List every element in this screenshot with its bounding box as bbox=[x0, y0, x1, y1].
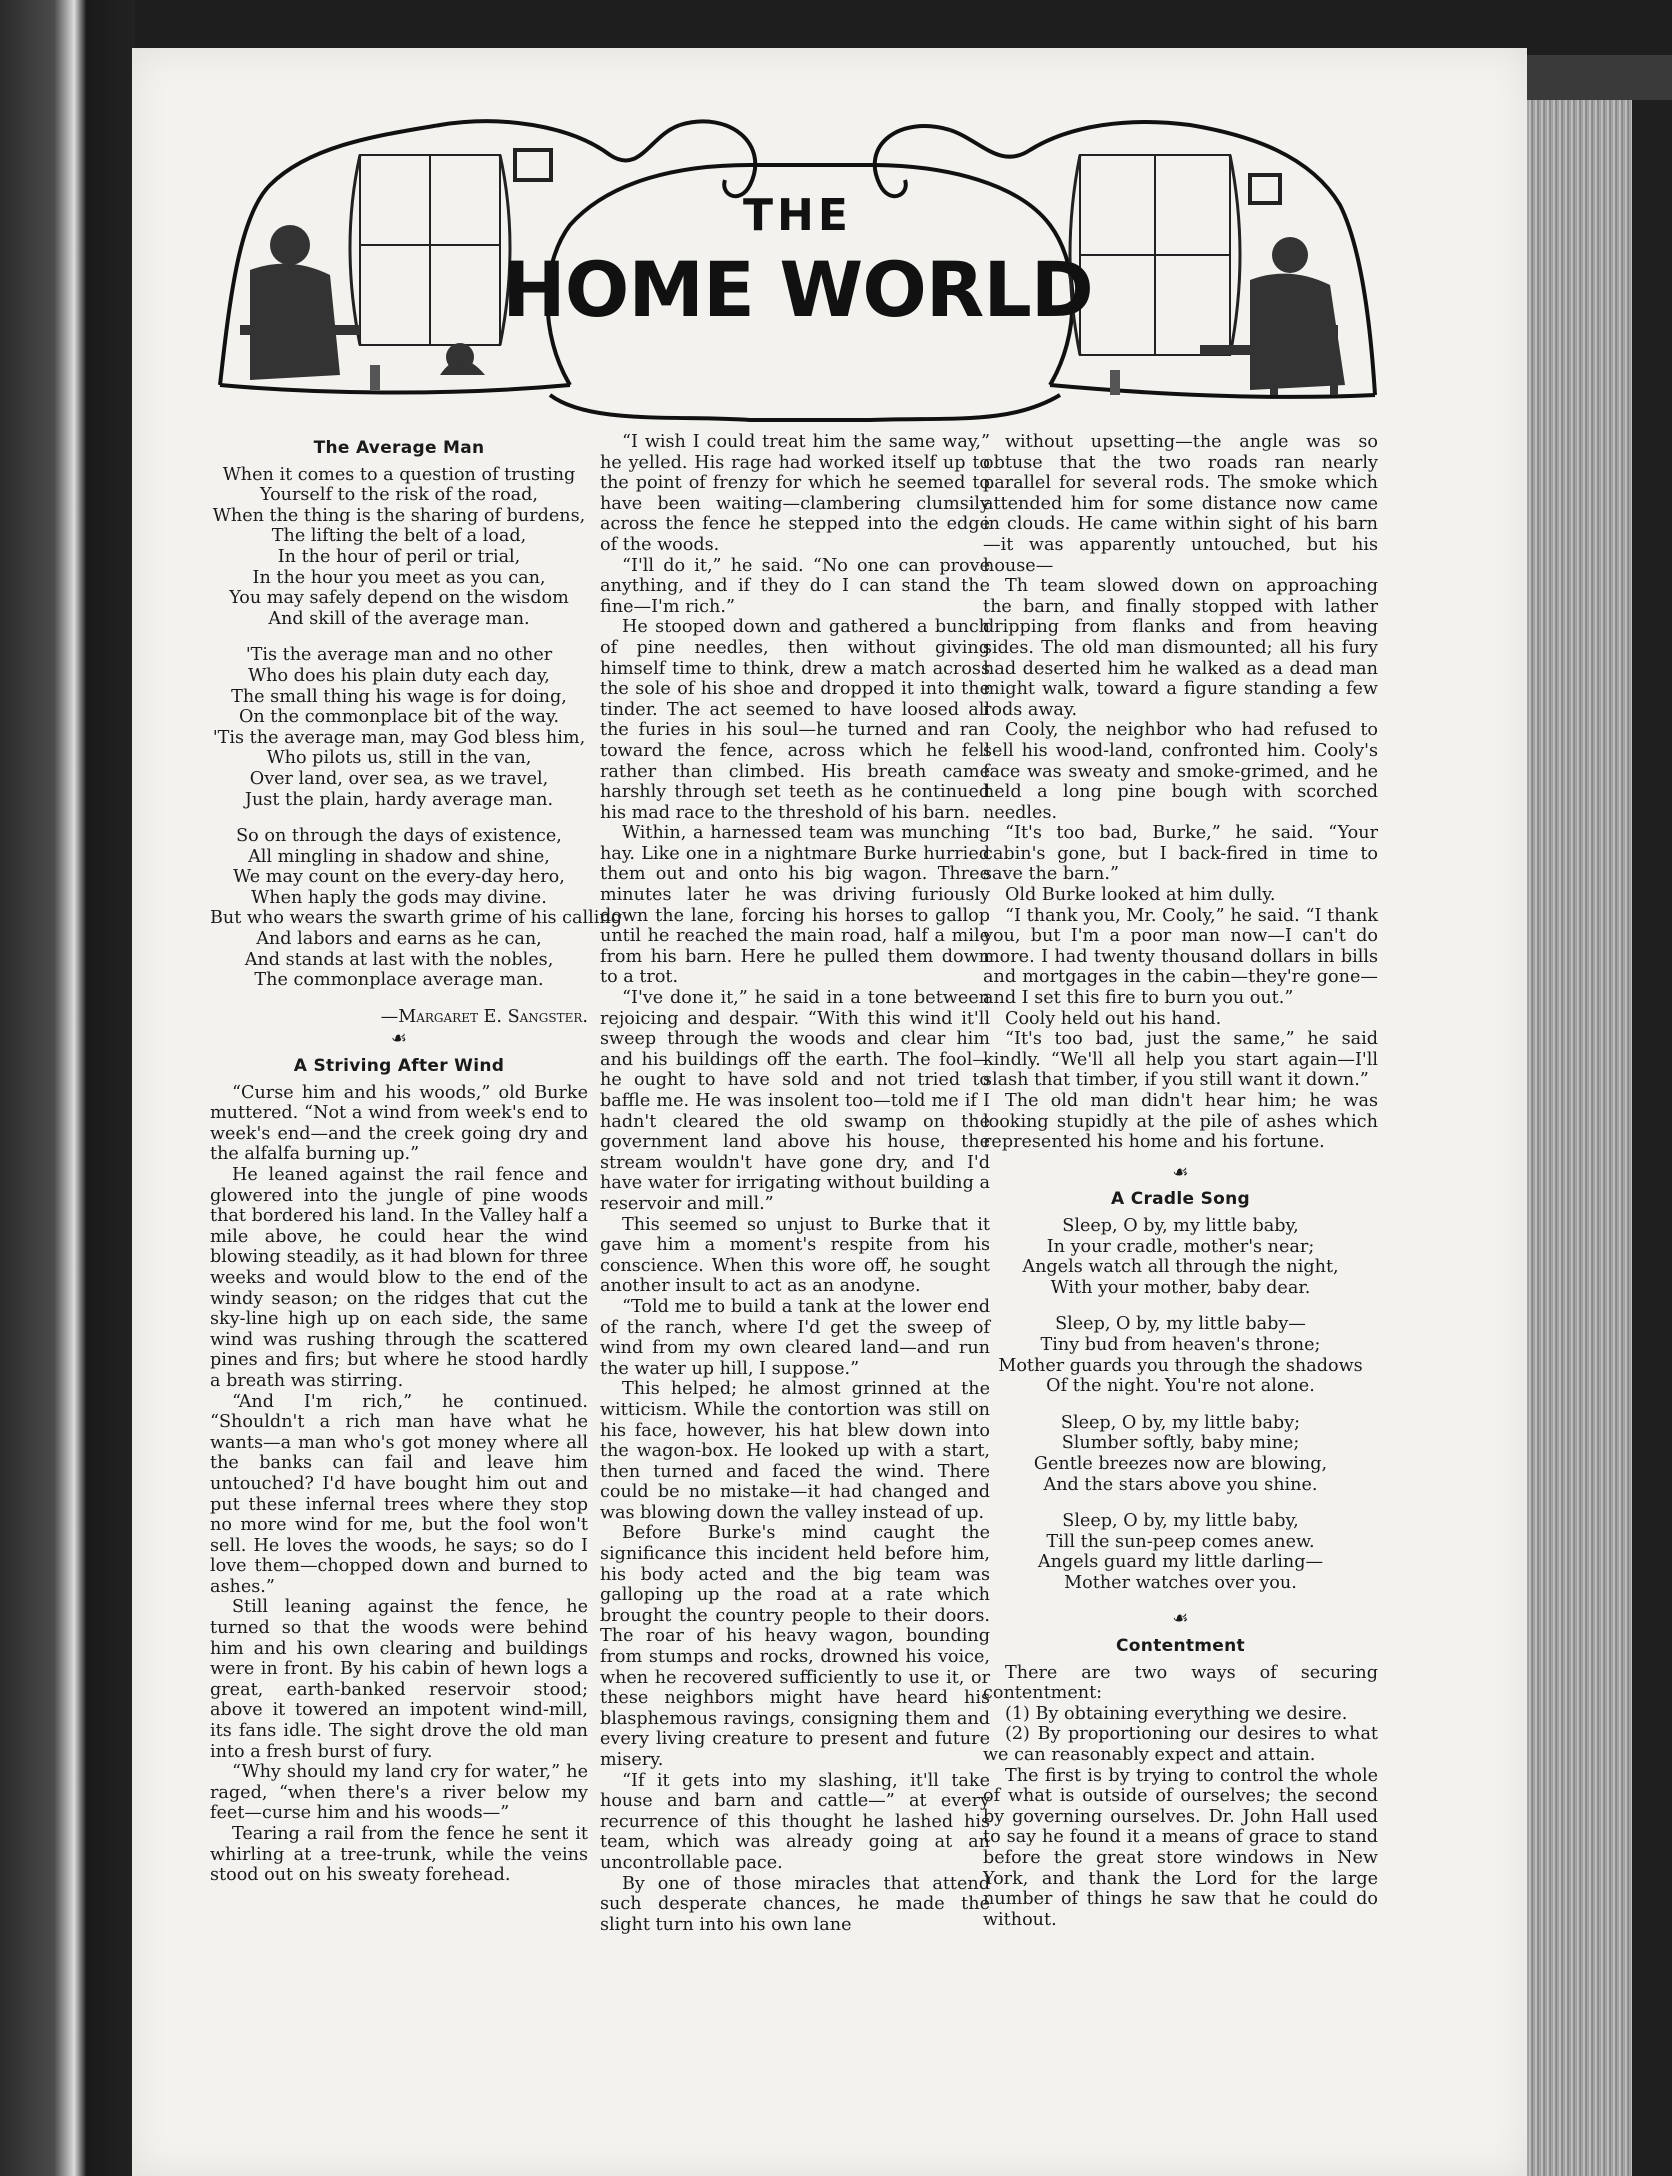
paragraph: “It's too bad, Burke,” he said. “Your cabin's gone, but I back-fired in time to save the barn.” bbox=[983, 823, 1378, 885]
paragraph: Cooly, the neighbor who had refused to sell his wood-land, confronted him. Cooly's face was sweaty and smoke-grimed, and he held a long pine bough with scorched needles. bbox=[983, 720, 1378, 823]
poem-line: When it comes to a question of trusting bbox=[222, 464, 576, 485]
poem-line: 'Tis the average man, may God bless him, bbox=[212, 727, 586, 748]
poem-author: —Margaret E. Sangster. bbox=[380, 1006, 588, 1027]
poem-stanza bbox=[210, 645, 588, 810]
poem-line: Sleep, O by, my little baby, bbox=[1062, 1215, 1299, 1236]
poem-line: With your mother, baby dear. bbox=[1050, 1277, 1311, 1298]
poem-line: We may count on the every-day hero, bbox=[233, 867, 565, 888]
paragraph: Th team slowed down on approaching the barn, and finally stopped with lather dripping from flanks and from heaving sides. The old man dismounted; all his fury had deserted him he walked as a dead man might walk, toward a figure standing a few rods away. bbox=[983, 576, 1378, 720]
poem-line: Who does his plain duty each day, bbox=[248, 665, 550, 686]
poem-line: Sleep, O by, my little baby, bbox=[1062, 1511, 1299, 1532]
poem-line: Sleep, O by, my little baby; bbox=[1060, 1412, 1301, 1433]
striving-col2-text bbox=[600, 432, 990, 1935]
poem-line: Sleep, O by, my little baby— bbox=[1055, 1314, 1306, 1335]
paragraph: This seemed so unjust to Burke that it gave him a moment's respite from his conscience. When this wore off, he sought another insult to act as an anodyne. bbox=[600, 1214, 990, 1297]
poem-line: The commonplace average man. bbox=[254, 970, 544, 991]
masthead-the: THE bbox=[743, 190, 852, 241]
paragraph: Old Burke looked at him dully. bbox=[1005, 885, 1276, 906]
poem-line: So on through the days of existence, bbox=[236, 826, 562, 847]
ornament-icon: ☙ bbox=[1172, 1161, 1189, 1183]
poem-line: But who wears the swarth grime of his calling bbox=[210, 908, 622, 929]
poem-stanza bbox=[983, 1314, 1378, 1396]
paragraph: “It's too bad, just the same,” he said kindly. “We'll all help you start again—I'll slash that timber, if you still want it down.” bbox=[983, 1029, 1378, 1091]
poem-line: In the hour of peril or trial, bbox=[277, 546, 521, 567]
paragraph: (1) By obtaining everything we desire. bbox=[1005, 1703, 1348, 1724]
paragraph: He leaned against the rail fence and glowered into the jungle of pine woods that bordered his land. In the Valley half a mile above, he could hear the wind blowing steadily, as it had blown for three weeks and would blow to the end of the windy season; on the ridges that cut the sky-line high up on each side, the same wind was rushing through the scattered pines and firs; but where he stood hardly a breath was stirring. bbox=[210, 1165, 588, 1391]
poem-stanza bbox=[983, 1511, 1378, 1593]
paragraph: “Curse him and his woods,” old Burke muttered. “Not a wind from week's end to week's end—and the creek going dry and the alfalfa burning up.” bbox=[210, 1082, 588, 1165]
average-man-title: The Average Man bbox=[313, 438, 485, 458]
book-binding bbox=[0, 0, 135, 2176]
poem-stanza bbox=[210, 465, 588, 630]
cradle-song-title: A Cradle Song bbox=[1111, 1189, 1250, 1210]
striving-col1-text bbox=[210, 1083, 588, 1886]
ornament-icon: ☙ bbox=[1172, 1608, 1189, 1630]
paragraph: “I wish I could treat him the same way,” he yelled. His rage had worked itself up to the point of frenzy for which he seemed to have been waiting—clambering clumsily across the fence he stepped into the edge of the woods. bbox=[600, 432, 990, 555]
contentment-title: Contentment bbox=[1116, 1636, 1245, 1657]
poem-stanza bbox=[210, 826, 622, 991]
poem-line: Gentle breezes now are blowing, bbox=[1033, 1453, 1328, 1474]
poem-line: The lifting the belt of a load, bbox=[271, 526, 527, 547]
poem-line: Yourself to the risk of the road, bbox=[259, 485, 539, 506]
paragraph: Still leaning against the fence, he turned so that the woods were behind him and his own clearing and buildings were in front. By his cabin of hewn logs a great, earth-banked reservoir stood; above it towered an impotent wind-mill, its fans idle. The sight drove the old man into a fresh burst of fury. bbox=[210, 1597, 588, 1762]
poem-line: When haply the gods may divine. bbox=[251, 887, 547, 908]
poem-line: In the hour you meet as you can, bbox=[252, 567, 546, 588]
poem-line: Over land, over sea, as we travel, bbox=[249, 768, 549, 789]
paragraph: He stooped down and gathered a bunch of pine needles, then without giving himself time to think, drew a match across the sole of his shoe and dropped it into the tinder. The act seemed to have loosed all the furies in his soul—he turned and ran toward the fence, across which he fell rather than climbed. His breath came harshly through set teeth as he continued his mad race to the threshold of his barn. bbox=[600, 617, 990, 823]
poem-line: Of the night. You're not alone. bbox=[1046, 1376, 1315, 1397]
poem-line: And the stars above you shine. bbox=[1043, 1474, 1318, 1495]
column-1 bbox=[210, 432, 622, 1886]
paragraph: (2) By proportioning our desires to what we can reasonably expect and attain. bbox=[983, 1724, 1378, 1766]
poem-line: Mother guards you through the shadows bbox=[998, 1355, 1363, 1376]
paragraph: “I thank you, Mr. Cooly,” he said. “I thank you, but I'm a poor man now—I can't do more. I had twenty thousand dollars in bills and mortgages in the cabin—they're gone—and I set this fire to burn you out.” bbox=[983, 905, 1378, 1009]
poem-line: Tiny bud from heaven's throne; bbox=[1040, 1334, 1321, 1355]
paragraph: “I've done it,” he said in a tone between rejoicing and despair. “With this wind it'll sweep through the woods and clear him and his buildings off the earth. The fool—he ought to have sold and not tried to baffle me. He was insolent too—told me if I hadn't cleared the old swamp on the government land above his house, the stream wouldn't have gone dry, and I'd have water for irrigating without building a reservoir and mill.” bbox=[600, 988, 990, 1214]
cradle-song-poem bbox=[983, 1216, 1378, 1594]
paragraph: without upsetting—the angle was so obtuse that the two roads ran nearly parallel for several rods. The smoke which attended him for some distance now came in clouds. He came within sight of his barn—it was apparently untouched, but his house— bbox=[983, 432, 1378, 576]
paragraph: Tearing a rail from the fence he sent it whirling at a tree-trunk, while the veins stood out on his sweaty forehead. bbox=[210, 1824, 588, 1886]
striving-col3-text bbox=[983, 432, 1378, 1153]
poem-line: Who pilots us, still in the van, bbox=[266, 748, 532, 769]
poem-line: And stands at last with the nobles, bbox=[244, 949, 554, 970]
poem-line: On the commonplace bit of the way. bbox=[238, 707, 560, 728]
paragraph: “And I'm rich,” he continued. “Shouldn't a rich man have what he wants—a man who's got money where all the banks can fail and leave him untouched? I'd have bought him out and put these infernal trees where they stop no more wind for me, but the fool won't sell. He loves the woods, he says; so do I love them—chopped down and burned to ashes.” bbox=[210, 1391, 588, 1597]
striving-title: A Striving After Wind bbox=[293, 1056, 505, 1077]
contentment-text bbox=[983, 1663, 1378, 1931]
poem-line: Angels watch all through the night, bbox=[1022, 1257, 1339, 1278]
paragraph: The old man didn't hear him; he was looking stupidly at the pile of ashes which represented his home and his fortune. bbox=[983, 1091, 1378, 1153]
poem-line: Angels guard my little darling— bbox=[1037, 1552, 1324, 1573]
poem-stanza bbox=[983, 1413, 1378, 1495]
poem-line: And labors and earns as he can, bbox=[256, 929, 542, 950]
masthead-title: HOME WORLD bbox=[502, 245, 1093, 334]
poem-line: Mother watches over you. bbox=[1064, 1572, 1297, 1593]
average-man-poem bbox=[210, 464, 622, 991]
masthead bbox=[210, 95, 1385, 445]
scan-top-edge bbox=[0, 0, 1672, 55]
column-3 bbox=[983, 432, 1378, 1930]
paragraph: Before Burke's mind caught the significance this incident held before him, his body acted and the big team was galloping up the road at a rate which brought the country people to their doors. The roar of his heavy wagon, bounding from stumps and rocks, drowned his voice, when he recovered sufficiently to use it, or these neighbors might have heard his blasphemous ravings, consigning them and every living creature to present and future misery. bbox=[600, 1523, 990, 1770]
poem-line: All mingling in shadow and shine, bbox=[248, 846, 550, 867]
paragraph: By one of those miracles that attend such desperate chances, he made the slight turn into his own lane bbox=[600, 1873, 990, 1935]
poem-line: You may safely depend on the wisdom bbox=[229, 588, 569, 609]
poem-line: And skill of the average man. bbox=[268, 608, 530, 629]
paragraph: “Told me to build a tank at the lower end of the ranch, where I'd get the sweep of wind from my own cleared land—and run the water up hill, I suppose.” bbox=[600, 1296, 990, 1379]
poem-line: 'Tis the average man and no other bbox=[245, 645, 553, 666]
paragraph: There are two ways of securing contentment: bbox=[983, 1662, 1378, 1704]
paragraph: “Why should my land cry for water,” he raged, “when there's a river below my feet—curse him and his woods—” bbox=[210, 1762, 588, 1824]
paragraph: This helped; he almost grinned at the witticism. While the contortion was still on his face, however, his hat blew down into the wagon-box. He looked up with a start, then turned and faced the wind. There could be no mistake—it had changed and was blowing down the valley instead of up. bbox=[600, 1379, 990, 1523]
paragraph: Cooly held out his hand. bbox=[1005, 1008, 1222, 1029]
paragraph: “I'll do it,” he said. “No one can prove anything, and if they do I can stand the fine—I'm rich.” bbox=[600, 555, 990, 617]
column-2 bbox=[600, 432, 990, 1935]
poem-line: The small thing his wage is for doing, bbox=[231, 686, 567, 707]
paragraph: “If it gets into my slashing, it'll take house and barn and cattle—” at every recurrence of this thought he lashed his team, which was already going at an uncontrollable pace. bbox=[600, 1770, 990, 1873]
poem-line: Just the plain, hardy average man. bbox=[244, 789, 554, 810]
poem-line: In your cradle, mother's near; bbox=[1046, 1236, 1315, 1257]
poem-stanza bbox=[983, 1216, 1378, 1298]
paragraph: Within, a harnessed team was munching hay. Like one in a nightmare Burke hurried them out and onto his big wagon. Three minutes later he was driving furiously down the lane, forcing his horses to gallop until he reached the main road, half a mile from his barn. Here he pulled them down to a trot. bbox=[600, 823, 990, 988]
poem-line: When the thing is the sharing of burdens, bbox=[212, 505, 586, 526]
paragraph: The first is by trying to control the whole of what is outside of ourselves; the second by governing ourselves. Dr. John Hall used to say he found it a means of grace to stand before the great store windows in New York, and thank the Lord for the large number of things he saw that he could do without. bbox=[983, 1765, 1378, 1930]
poem-line: Till the sun-peep comes anew. bbox=[1046, 1531, 1315, 1552]
ornament-icon: ☙ bbox=[390, 1028, 408, 1050]
poem-line: Slumber softly, baby mine; bbox=[1061, 1433, 1300, 1454]
book-page-edges bbox=[1522, 100, 1672, 2176]
